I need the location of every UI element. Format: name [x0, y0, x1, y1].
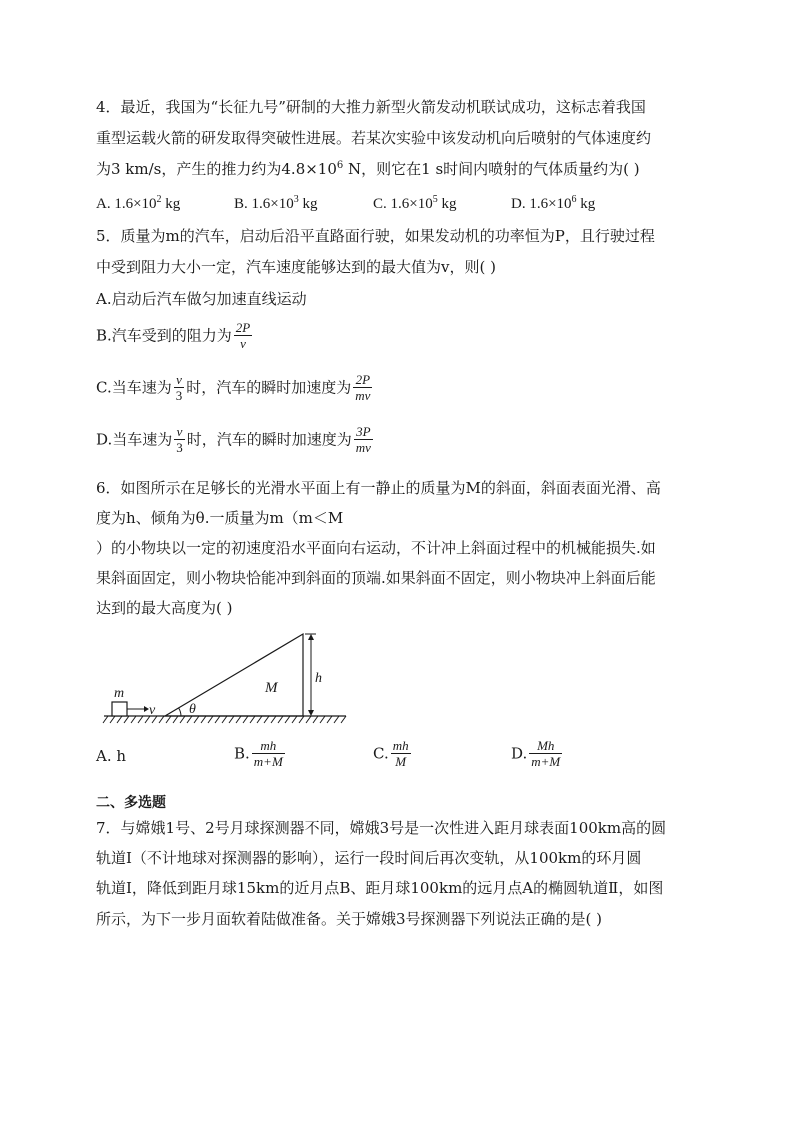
label-m: m: [114, 686, 125, 701]
q4-line-3-exp: 6: [336, 160, 344, 171]
q4-line-1: 4．最近，我国为“长征九号”研制的大推力新型火箭发动机联试成功，这标志着我国: [96, 98, 646, 116]
q6-option-b[interactable]: B. $\frac{mh}{m+M}$: [234, 738, 283, 769]
q6-line-5: 达到的最大高度为( ): [96, 599, 233, 617]
q6-option-d[interactable]: D. $\frac{Mh}{m+M}$: [511, 738, 561, 769]
q5-option-b[interactable]: B.汽车受到的阻力为 $\frac{2P}{v}$: [96, 320, 251, 351]
q6-option-c[interactable]: C. $\frac{mh}{M}$: [373, 738, 409, 769]
label-theta: θ: [189, 702, 196, 717]
q7-line-2: 轨道Ⅰ（不计地球对探测器的影响），运行一段时间后再次变轨，从100km的环月圆: [96, 849, 642, 867]
ground-hatching: [103, 716, 346, 723]
incline-wedge: [165, 634, 303, 716]
q5-line-1: 5．质量为m的汽车，启动后沿平直路面行驶，如果发动机的功率恒为P，且行驶过程: [96, 227, 655, 245]
q5-option-b-fraction: $\frac{2P}{v}$: [235, 320, 251, 351]
q5-option-c[interactable]: C.当车速为 $\frac{v}{3}$ 时，汽车的瞬时加速度为 $\frac{2P}{mv}$: [96, 372, 371, 403]
q5-option-d[interactable]: D.当车速为 $\frac{v}{3}$ 时，汽车的瞬时加速度为 $\frac{3P}{mv}$: [96, 424, 371, 455]
q7-line-3: 轨道Ⅰ，降低到距月球15km的近月点B、距月球100km的远月点A的椭圆轨道Ⅱ，如图: [96, 879, 664, 897]
q4-line-2: 重型运载火箭的研发取得突破性进展。若某次实验中该发动机向后喷射的气体速度约: [96, 129, 652, 147]
angle-arc: [179, 708, 181, 716]
section-heading-multi-choice: 二、多选题: [96, 795, 166, 811]
q4-line-3-b: N，则它在1 s时间内喷射的气体质量约为( ): [343, 160, 640, 178]
q5-option-a[interactable]: A.启动后汽车做匀加速直线运动: [96, 290, 307, 308]
label-h: h: [315, 671, 322, 686]
q4-line-3-a: 为3 km/s，产生的推力约为4.8×10: [96, 160, 337, 178]
q7-line-1: 7．与嫦娥1号、2号月球探测器不同，嫦娥3号是一次性进入距月球表面100km高的圆: [96, 819, 667, 837]
incline-diagram: [100, 626, 360, 731]
label-v: v: [149, 703, 156, 718]
q4-option-c[interactable]: C. $1.6\times 10^5$ kg: [373, 194, 457, 212]
q6-option-a[interactable]: A. h: [96, 747, 127, 765]
q6-line-3: ）的小物块以一定的初速度沿水平面向右运动，不计冲上斜面过程中的机械能损失.如: [96, 539, 656, 557]
q4-option-d[interactable]: D. $1.6\times 10^6$ kg: [511, 194, 596, 212]
q4-option-a[interactable]: A. $1.6\times 10^2$ kg: [96, 194, 181, 212]
q5-line-2: 中受到阻力大小一定，汽车速度能够达到的最大值为v，则( ): [96, 258, 496, 276]
label-M: M: [265, 680, 278, 696]
block-m: [112, 702, 127, 716]
q6-line-1: 6．如图所示在足够长的光滑水平面上有一静止的质量为M的斜面，斜面表面光滑、高: [96, 479, 661, 497]
q6-line-4: 果斜面固定，则小物块恰能冲到斜面的顶端.如果斜面不固定，则小物块冲上斜面后能: [96, 569, 656, 587]
q7-line-4: 所示，为下一步月面软着陆做准备。关于嫦娥3号探测器下列说法正确的是( ): [96, 910, 603, 928]
q4-option-b[interactable]: B. $1.6\times 10^3$ kg: [234, 194, 318, 212]
q6-line-2: 度为h、倾角为θ.一质量为m（m＜M: [96, 509, 344, 527]
q4-line-3: [96, 159, 640, 179]
